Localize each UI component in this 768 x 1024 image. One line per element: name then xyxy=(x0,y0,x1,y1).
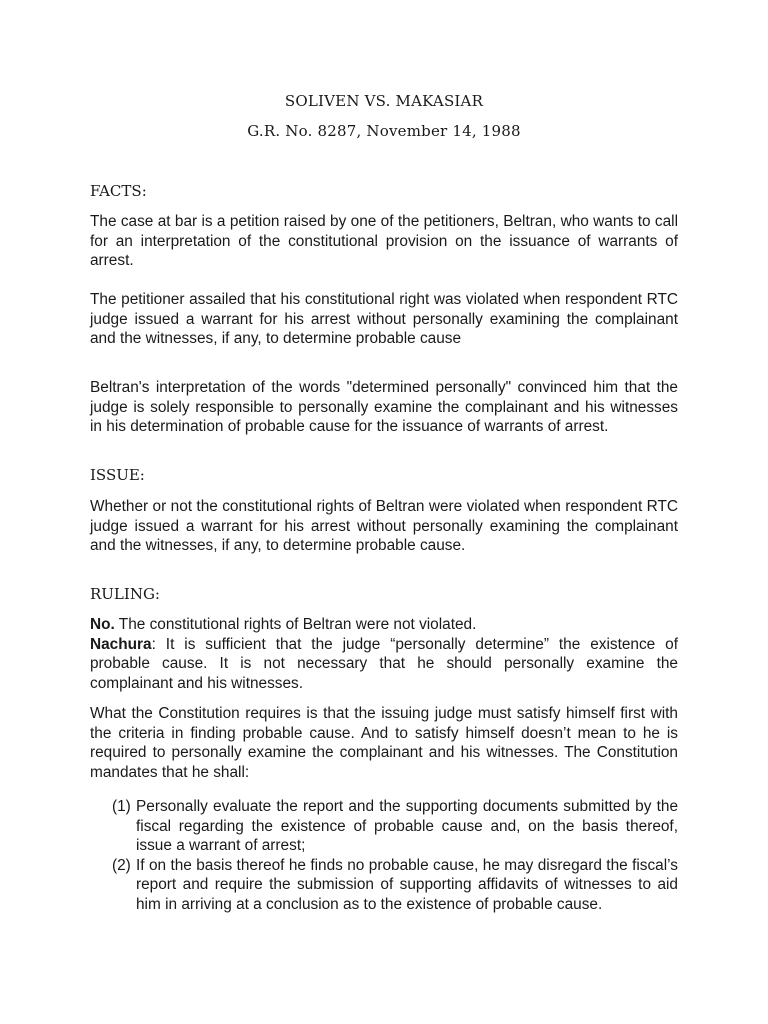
ruling-list xyxy=(112,797,678,915)
ruling-paragraph-2-block xyxy=(90,704,678,782)
issue-section xyxy=(90,466,678,484)
list-item xyxy=(112,856,678,915)
ruling-section xyxy=(90,585,678,603)
facts-paragraph-2: The petitioner assailed that his constitutional right was violated when respondent RTC judge issued a warrant for his arrest without personally examining the complainant and the witnesses, if any, to determine probable cause xyxy=(90,291,678,348)
facts-paragraph-1: The case at bar is a petition raised by one of the petitioners, Beltran, who wants to call for an interpretation of the constitutional provision on the issuance of warrants of arrest. xyxy=(90,213,678,270)
issue-paragraph-block xyxy=(90,497,678,556)
facts-section xyxy=(90,182,678,200)
facts-paragraph-3-block xyxy=(90,378,678,437)
ruling-no-label: No. xyxy=(90,616,115,633)
case-citation: G.R. No. 8287, November 14, 1988 xyxy=(247,122,521,140)
list-item-number: (1) xyxy=(112,798,131,815)
list-item xyxy=(112,797,678,856)
list-item-text: Personally evaluate the report and the supporting documents submitted by the fiscal regarding the existence of probable cause and, on the basis thereof, issue a warrant of arrest; xyxy=(136,798,678,855)
ruling-nachura-paragraph xyxy=(90,635,678,694)
facts-paragraph-1-block xyxy=(90,212,678,271)
facts-paragraph-3: Beltran's interpretation of the words "determined personally" convinced him that the judge is solely responsible to personally examine the complainant and his witnesses in his determination of probable cause for the issuance of warrants of arrest. xyxy=(90,379,678,436)
list-item-number: (2) xyxy=(112,856,131,874)
ruling-heading: RULING: xyxy=(90,585,160,603)
ruling-nachura-text: : It is sufficient that the judge “personally determine” the existence of probable cause. It is not necessary that he should personally examine the complainant and his witnesses. xyxy=(90,635,678,692)
facts-heading: FACTS: xyxy=(90,182,147,200)
ruling-nachura-label: Nachura xyxy=(90,635,152,653)
ruling-paragraph-2: What the Constitution requires is that the issuing judge must satisfy himself first with the criteria in finding probable cause. And to satisfy himself doesn’t mean to he is required to personally examine the complainant and his witnesses. The Constitution mandates that he shall: xyxy=(90,705,678,781)
issue-paragraph: Whether or not the constitutional rights of Beltran were violated when respondent RTC judge issued a warrant for his arrest without personally examining the complainant and the witnesses, if any, to determine probable cause. xyxy=(90,498,678,555)
ruling-paragraph-1-block xyxy=(90,615,678,693)
list-item-text: If on the basis thereof he finds no probable cause, he may disregard the fiscal’s report and require the submission of supporting affidavits of witnesses to aid him in arriving at a conclusion as to the existence of probable cause. xyxy=(136,856,678,913)
case-title: SOLIVEN VS. MAKASIAR xyxy=(284,92,484,110)
ruling-no-text: The constitutional rights of Beltran were not violated. xyxy=(114,616,477,633)
facts-paragraph-2-block xyxy=(90,290,678,349)
ruling-answer-line xyxy=(90,615,678,635)
issue-heading: ISSUE: xyxy=(90,466,145,484)
